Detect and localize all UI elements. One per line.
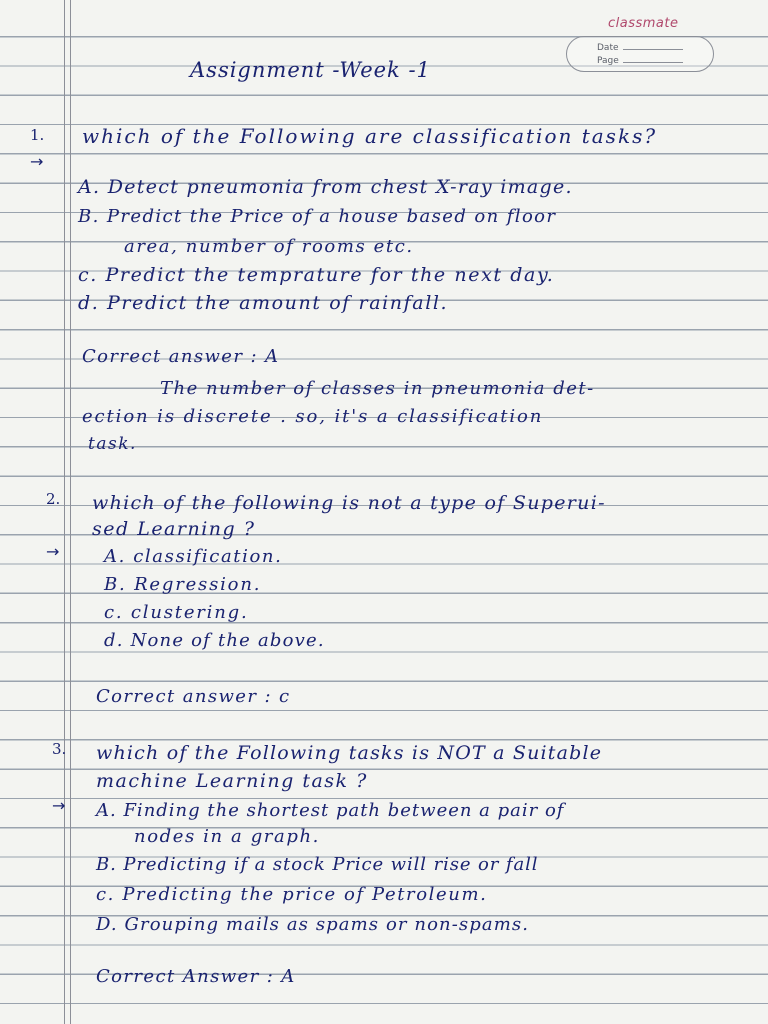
explanation-line: ection is discrete . so, it's a classification	[82, 406, 544, 427]
question-number: 2.	[46, 490, 61, 508]
option-line: d. None of the above.	[104, 630, 325, 651]
option-line: c. Predict the temprature for the next day.	[78, 264, 555, 286]
option-line: A. Finding the shortest path between a pair of	[96, 800, 565, 821]
option-line: d. Predict the amount of rainfall.	[78, 292, 449, 314]
page-label: Page	[597, 56, 619, 66]
question-text: sed Learning ?	[92, 518, 256, 540]
margin-line	[64, 0, 65, 1024]
question-number: 3.	[52, 740, 67, 758]
option-line: c. Predicting the price of Petroleum.	[96, 884, 488, 905]
option-line: D. Grouping mails as spams or non-spams.	[96, 914, 530, 935]
option-line: B. Predict the Price of a house based on floor	[78, 206, 557, 227]
arrow-marker: →	[46, 542, 60, 561]
question-text: which of the following is not a type of Superui-	[92, 492, 606, 514]
question-text: machine Learning task ?	[96, 770, 368, 792]
date-field	[597, 41, 683, 53]
option-line: nodes in a graph.	[134, 826, 320, 847]
correct-answer: Correct answer : c	[96, 686, 291, 707]
explanation-line: task.	[88, 434, 137, 454]
option-line: B. Regression.	[104, 574, 262, 595]
explanation-line: The number of classes in pneumonia det-	[160, 378, 595, 399]
page-field	[597, 54, 683, 66]
question-text: which of the Following tasks is NOT a Suitable	[96, 742, 603, 764]
option-line: A. classification.	[104, 546, 283, 567]
date-label: Date	[597, 43, 619, 53]
arrow-marker: →	[30, 152, 44, 171]
page-title: Assignment -Week -1	[190, 58, 431, 82]
option-line: c. clustering.	[104, 602, 249, 623]
margin-line	[70, 0, 71, 1024]
correct-answer: Correct answer : A	[82, 346, 280, 367]
option-line: area, number of rooms etc.	[124, 236, 414, 257]
brand-logo: classmate	[608, 16, 679, 31]
question-number: 1.	[30, 126, 45, 144]
option-line: A. Detect pneumonia from chest X-ray image.	[78, 176, 573, 198]
arrow-marker: →	[52, 796, 66, 815]
date-page-box	[566, 36, 714, 72]
option-line: B. Predicting if a stock Price will rise or fall	[96, 854, 539, 875]
correct-answer: Correct Answer : A	[96, 966, 296, 987]
question-text: which of the Following are classification tasks?	[82, 124, 658, 148]
